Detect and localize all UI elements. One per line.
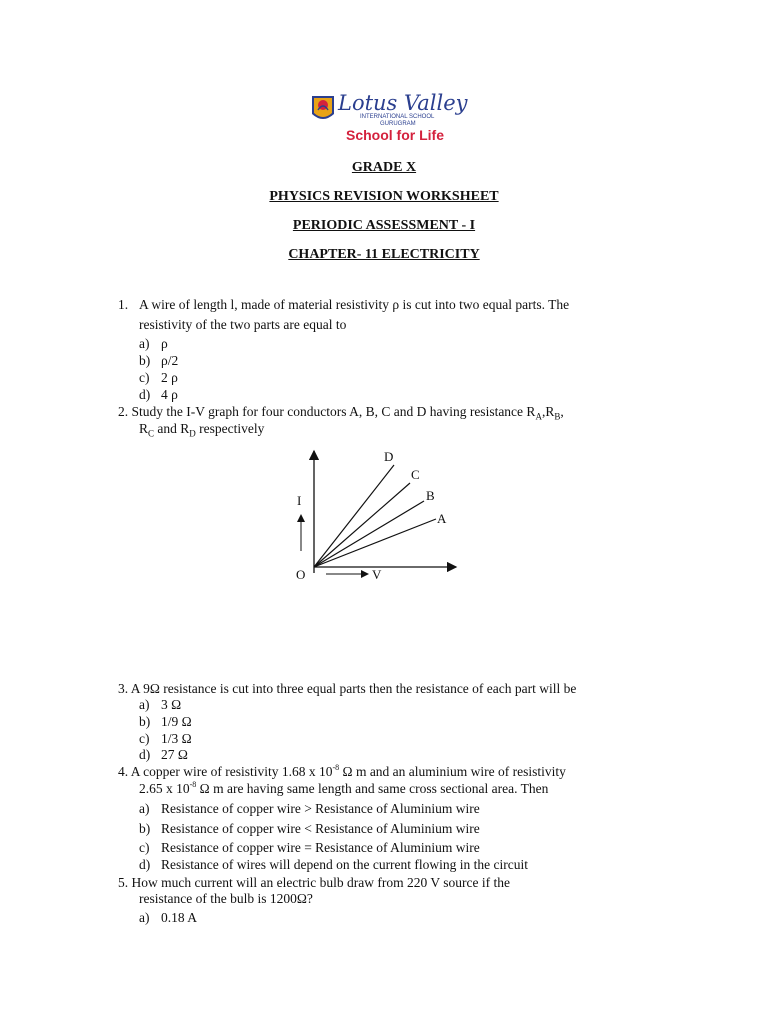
assessment-heading: PERIODIC ASSESSMENT - I <box>292 218 476 233</box>
line-b <box>314 501 424 567</box>
label-origin: O <box>296 567 306 582</box>
iv-graph <box>290 445 460 585</box>
label-v: V <box>372 567 382 582</box>
question-2-line2: $R_C$ and $R_D$ respectively <box>139 421 265 439</box>
q3-option-c: c) 1/3 Ω <box>139 731 192 746</box>
q3-option-a: a) 3 Ω <box>139 697 182 712</box>
label-a: A <box>437 511 447 526</box>
label-d: D <box>384 449 394 464</box>
logo-sub1: INTERNATIONAL SCHOOL <box>360 114 435 120</box>
label-c: C <box>411 467 420 482</box>
question-1-number: 1. <box>118 297 129 312</box>
q4-option-b: b) Resistance of copper wire < Resistance of Aluminium wire <box>139 821 480 836</box>
worksheet-heading: PHYSICS REVISION WORKSHEET <box>269 189 499 204</box>
question-3-line1: 3. A 9Ω resistance is cut into three equal parts then the resistance of each part will be <box>118 681 577 696</box>
q3-option-d: d) 27 Ω <box>139 747 188 762</box>
chapter-heading: CHAPTER- 11 ELECTRICITY <box>288 247 480 262</box>
q1-option-c: c) 2 ρ <box>139 370 178 385</box>
school-logo <box>308 88 468 150</box>
grade-heading: GRADE X <box>351 160 417 175</box>
q3-option-b: b) 1/9 Ω <box>139 714 192 729</box>
question-1-line2: resistivity of the two parts are equal to <box>139 317 347 332</box>
line-c <box>314 483 410 567</box>
q1-option-a: a) ρ <box>139 336 168 351</box>
q4-option-c: c) Resistance of copper wire = Resistance of Aluminium wire <box>139 840 480 855</box>
question-5-line1: 5. How much current will an electric bulb draw from 220 V source if the <box>118 875 511 890</box>
q4-option-d: d) Resistance of wires will depend on the current flowing in the circuit <box>139 857 529 872</box>
logo-name: Lotus Valley <box>338 91 468 115</box>
label-b: B <box>426 488 435 503</box>
q5-option-a: a) 0.18 A <box>139 910 198 925</box>
question-1-line1: A wire of length l, made of material resistivity ρ is cut into two equal parts. The <box>139 297 570 312</box>
logo-tagline: School for Life <box>346 127 444 143</box>
question-4-line1: 4. A copper wire of resistivity 1.68 x $10^{-8}$ Ω m and an aluminium wire of resistivity <box>118 763 566 779</box>
question-4-line2: 2.65 x $10^{-8}$ Ω m are having same length and same cross sectional area. Then <box>139 780 549 796</box>
school-crest-icon <box>308 88 468 150</box>
question-5-line2: resistance of the bulb is 1200Ω? <box>139 891 313 906</box>
question-2-line1: 2. Study the I-V graph for four conductors A, B, C and D having resistance $R_A,R_B$, <box>118 404 564 422</box>
q1-option-d: d) 4 ρ <box>139 387 178 402</box>
q4-option-a: a) Resistance of copper wire > Resistance of Aluminium wire <box>139 801 480 816</box>
q1-option-b: b) ρ/2 <box>139 353 179 368</box>
logo-sub2: GURUGRAM <box>380 121 416 127</box>
label-i: I <box>297 493 302 508</box>
